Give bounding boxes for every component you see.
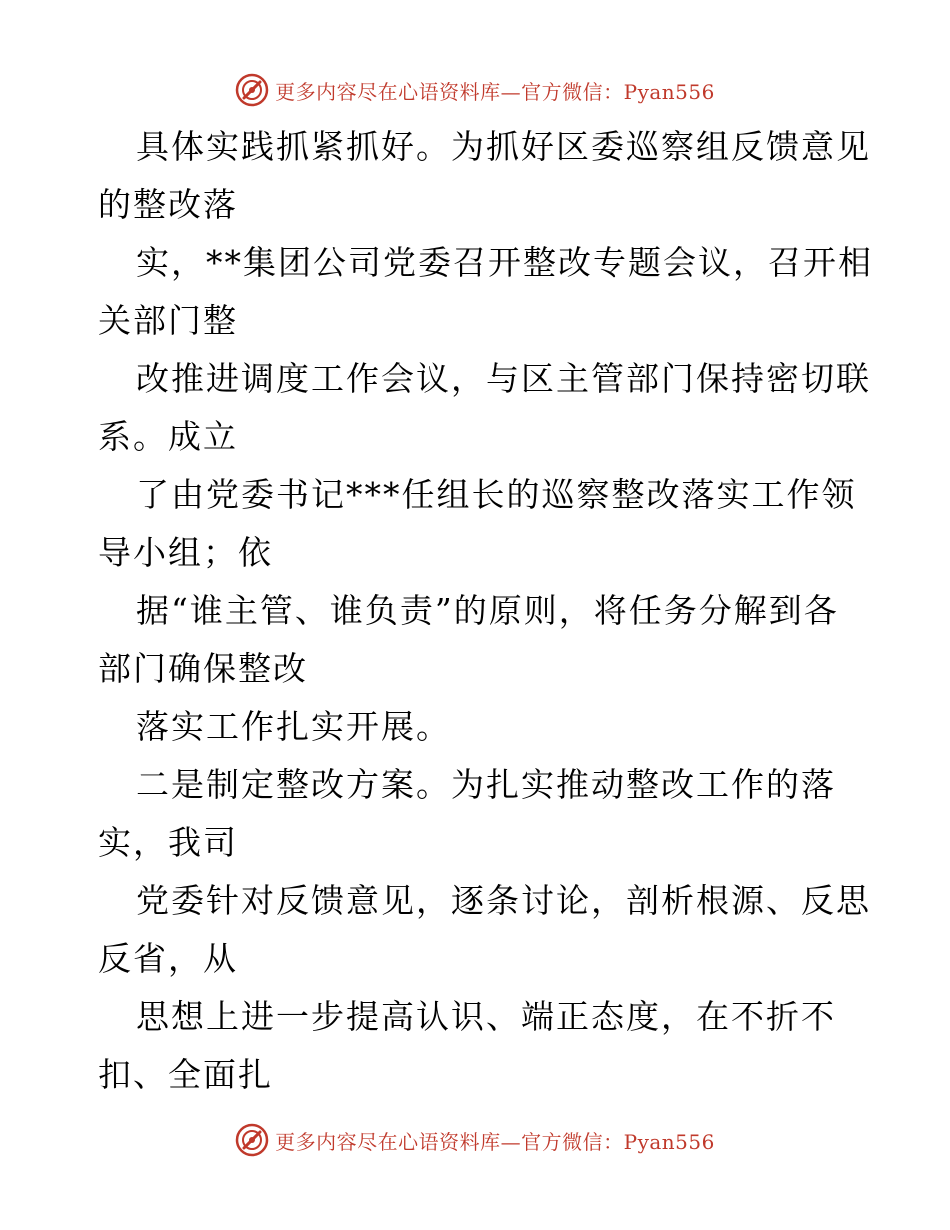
text-line: 部门确保整改 [98,649,308,688]
text-line: 改推进调度工作会议，与区主管部门保持密切联 [136,359,871,398]
header-banner-text: 更多内容尽在心语资料库—官方微信：Pyan556 [275,79,715,104]
text-line: 系。成立 [98,417,238,456]
header-banner [0,70,950,110]
text-line: 党委针对反馈意见，逐条讨论，剖析根源、反思 [136,881,871,920]
text-line: 具体实践抓紧抓好。为抓好区委巡察组反馈意见 [136,127,871,166]
text-line: 的整改落 [98,185,238,224]
text-line: 扣、全面扎 [98,1055,273,1094]
text-line: 反省，从 [98,939,238,978]
text-line: 落实工作扎实开展。 [136,707,451,746]
text-line: 二是制定整改方案。为扎实推动整改工作的落 [136,765,836,804]
seal-logo-icon [235,73,269,107]
text-line: 关部门整 [98,301,238,340]
text-line: 导小组；依 [98,533,273,572]
seal-logo-icon [235,1123,269,1157]
text-line: 了由党委书记***任组长的巡察整改落实工作领 [136,475,857,514]
document-body [98,118,873,1104]
text-line: 实，我司 [98,823,238,862]
text-line: 实，**集团公司党委召开整改专题会议，召开相 [136,243,873,282]
footer-banner-text: 更多内容尽在心语资料库—官方微信：Pyan556 [275,1129,715,1154]
footer-banner [0,1120,950,1160]
text-line: 思想上进一步提高认识、端正态度，在不折不 [136,997,836,1036]
text-line: 据“谁主管、谁负责”的原则，将任务分解到各 [136,591,839,630]
